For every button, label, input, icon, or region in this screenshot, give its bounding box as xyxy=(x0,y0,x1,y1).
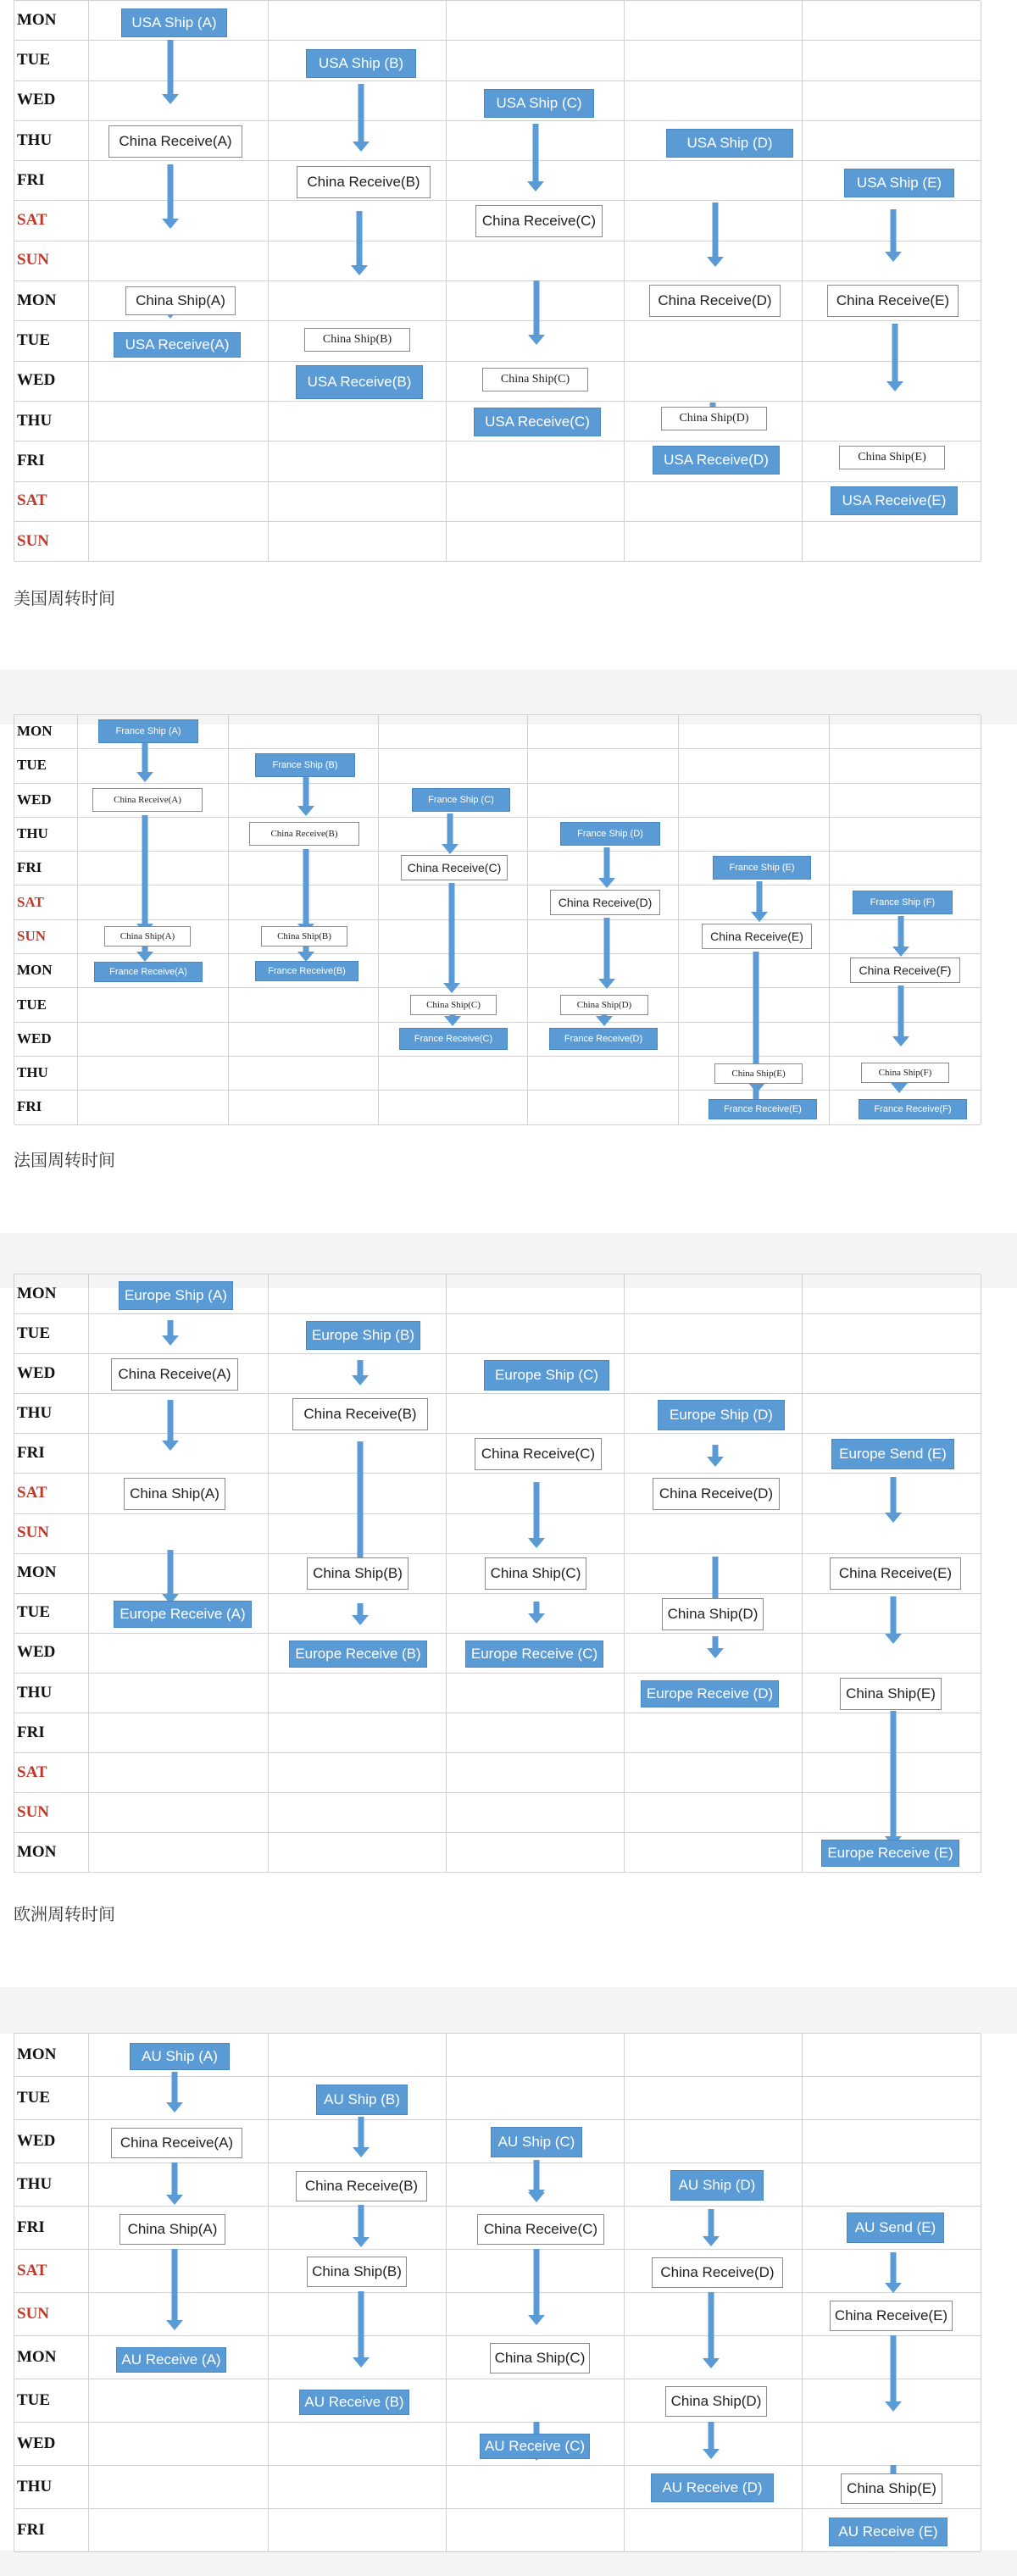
day-label: TUE xyxy=(17,331,51,350)
down-arrow-icon xyxy=(350,211,369,275)
receive-step-box: China Ship(B) xyxy=(304,328,410,352)
receive-step-box: China Receive(D) xyxy=(652,2257,783,2288)
receive-step-box: China Ship(B) xyxy=(261,926,347,947)
down-arrow-icon xyxy=(892,916,910,957)
ship-step-box: USA Ship (B) xyxy=(306,49,416,78)
table-row xyxy=(14,1674,981,1713)
receive-step-box: China Receive(D) xyxy=(653,1478,780,1510)
day-label: WED xyxy=(17,1643,56,1662)
down-arrow-icon xyxy=(884,2335,903,2412)
down-arrow-icon xyxy=(706,203,725,267)
down-arrow-icon xyxy=(527,1482,546,1548)
day-label: SAT xyxy=(17,2261,47,2279)
day-label: SAT xyxy=(17,893,44,910)
receive-step-box: China Ship(D) xyxy=(665,2386,767,2417)
ship-step-box: AU Send (E) xyxy=(847,2212,944,2243)
down-arrow-icon xyxy=(297,945,315,962)
day-label: WED xyxy=(17,791,52,808)
day-label: SUN xyxy=(17,2304,50,2323)
down-arrow-icon xyxy=(297,849,315,934)
receive-step-box: China Ship(B) xyxy=(307,1557,408,1590)
day-label: THU xyxy=(17,1064,48,1081)
down-arrow-icon xyxy=(527,280,546,345)
table-row xyxy=(14,2163,981,2207)
down-arrow-icon xyxy=(886,324,904,391)
table-row xyxy=(14,242,981,281)
receive-step-box: China Ship(A) xyxy=(104,926,191,947)
receive-step-box: China Ship(A) xyxy=(124,1478,225,1510)
ship-step-box: USA Receive(C) xyxy=(474,408,601,436)
table-row xyxy=(14,2077,981,2120)
day-label: THU xyxy=(17,2174,53,2193)
ship-step-box: AU Ship (B) xyxy=(316,2085,408,2115)
ship-step-box: France Receive(F) xyxy=(859,1099,967,1119)
ship-step-box: USA Ship (D) xyxy=(666,129,793,158)
day-label: SAT xyxy=(17,211,47,230)
ship-step-box: AU Ship (D) xyxy=(670,2170,764,2201)
receive-step-box: China Receive(D) xyxy=(550,890,660,915)
down-arrow-icon xyxy=(352,84,370,152)
ship-step-box: France Ship (E) xyxy=(713,856,811,880)
day-label: FRI xyxy=(17,1098,42,1115)
down-arrow-icon xyxy=(136,945,154,962)
ship-step-box: France Ship (B) xyxy=(255,753,355,777)
down-arrow-icon xyxy=(442,883,461,993)
day-label: FRI xyxy=(17,859,42,876)
table-row xyxy=(14,2379,981,2423)
ship-step-box: France Receive(E) xyxy=(709,1099,817,1119)
down-arrow-icon xyxy=(702,2292,720,2368)
ship-step-box: Europe Receive (C) xyxy=(465,1641,603,1668)
ship-step-box: USA Ship (C) xyxy=(484,89,594,118)
ship-step-box: AU Ship (A) xyxy=(130,2043,230,2070)
receive-step-box: China Receive(E) xyxy=(702,924,812,949)
down-arrow-icon xyxy=(526,124,545,192)
down-arrow-icon xyxy=(441,813,459,854)
table-row xyxy=(14,1713,981,1753)
schedule-grid xyxy=(14,714,981,1124)
receive-step-box: China Ship(B) xyxy=(307,2257,407,2287)
table-row xyxy=(14,818,981,852)
receive-step-box: China Ship(E) xyxy=(839,446,945,469)
table-row xyxy=(14,2250,981,2293)
receive-step-box: China Ship(F) xyxy=(861,1063,949,1083)
ship-step-box: USA Receive(E) xyxy=(831,486,958,515)
table-row xyxy=(14,161,981,201)
receive-step-box: China Receive(C) xyxy=(475,205,603,237)
ship-step-box: Europe Send (E) xyxy=(831,1439,954,1469)
france-schedule xyxy=(14,714,981,1124)
day-label: MON xyxy=(17,1842,57,1861)
receive-step-box: China Receive(E) xyxy=(830,2301,953,2331)
down-arrow-icon xyxy=(352,2291,370,2368)
day-label: FRI xyxy=(17,1443,45,1462)
day-label: TUE xyxy=(17,1603,51,1622)
down-arrow-icon xyxy=(706,1636,725,1658)
down-arrow-icon xyxy=(884,1711,903,1846)
table-row xyxy=(14,1394,981,1434)
receive-step-box: China Receive(A) xyxy=(111,1358,238,1391)
ship-step-box: AU Receive (D) xyxy=(651,2473,774,2502)
table-row xyxy=(14,1314,981,1354)
day-label: TUE xyxy=(17,757,47,774)
receive-step-box: China Ship(E) xyxy=(841,2473,942,2504)
down-arrow-icon xyxy=(136,743,154,782)
ship-step-box: France Ship (C) xyxy=(412,788,510,812)
receive-step-box: China Receive(A) xyxy=(108,125,242,158)
day-label: WED xyxy=(17,2131,56,2150)
receive-step-box: China Receive(C) xyxy=(401,855,508,880)
down-arrow-icon xyxy=(165,2072,184,2112)
down-arrow-icon xyxy=(884,1477,903,1523)
ship-step-box: AU Receive (E) xyxy=(829,2518,948,2546)
ship-step-box: USA Receive(B) xyxy=(296,365,423,399)
receive-step-box: China Ship(A) xyxy=(119,2214,225,2245)
ship-step-box: USA Ship (A) xyxy=(121,8,227,37)
down-arrow-icon xyxy=(351,1360,370,1385)
day-label: TUE xyxy=(17,50,51,69)
ship-step-box: USA Receive(D) xyxy=(653,446,780,475)
table-row xyxy=(14,1793,981,1833)
ship-step-box: France Ship (A) xyxy=(98,719,198,743)
day-label: SAT xyxy=(17,491,47,510)
receive-step-box: China Receive(E) xyxy=(830,1557,961,1590)
receive-step-box: China Ship(A) xyxy=(125,286,236,315)
receive-step-box: China Receive(C) xyxy=(477,2214,604,2245)
receive-step-box: China Receive(F) xyxy=(850,958,960,983)
day-label: WED xyxy=(17,1363,56,1382)
day-label: MON xyxy=(17,10,57,29)
table-row xyxy=(14,441,981,481)
ship-step-box: France Receive(D) xyxy=(549,1028,658,1050)
au-schedule xyxy=(14,2033,981,2551)
day-label: SUN xyxy=(17,1524,50,1542)
down-arrow-icon xyxy=(161,40,180,104)
ship-step-box: Europe Receive (E) xyxy=(821,1840,959,1867)
down-arrow-icon xyxy=(527,2249,546,2325)
receive-step-box: China Receive(B) xyxy=(249,822,359,846)
receive-step-box: China Receive(A) xyxy=(92,788,203,812)
day-label: FRI xyxy=(17,1723,45,1741)
down-arrow-icon xyxy=(161,1550,180,1604)
table-row xyxy=(14,41,981,80)
receive-step-box: China Receive(B) xyxy=(296,2171,427,2201)
down-arrow-icon xyxy=(750,881,769,922)
table-row xyxy=(14,2466,981,2509)
day-label: WED xyxy=(17,371,56,390)
ship-step-box: France Ship (D) xyxy=(560,822,660,846)
schedule-grid xyxy=(14,2033,981,2551)
day-label: FRI xyxy=(17,170,45,189)
schedule-grid xyxy=(14,0,981,561)
day-label: FRI xyxy=(17,2520,45,2539)
table-row xyxy=(14,522,981,562)
down-arrow-icon xyxy=(597,918,616,989)
day-label: MON xyxy=(17,2045,57,2063)
down-arrow-icon xyxy=(352,2205,370,2247)
receive-step-box: China Receive(D) xyxy=(649,285,781,317)
ship-step-box: France Ship (F) xyxy=(853,891,953,914)
down-arrow-icon xyxy=(706,1445,725,1467)
table-row xyxy=(14,886,981,920)
ship-step-box: Europe Ship (C) xyxy=(484,1360,609,1391)
ship-step-box: France Receive(C) xyxy=(399,1028,508,1050)
section-separator xyxy=(0,1987,1017,2034)
day-label: SUN xyxy=(17,531,50,550)
down-arrow-icon xyxy=(136,815,154,934)
ship-step-box: Europe Ship (B) xyxy=(306,1321,420,1350)
day-label: WED xyxy=(17,2434,56,2452)
receive-step-box: China Ship(D) xyxy=(560,995,648,1015)
table-row xyxy=(14,988,981,1022)
down-arrow-icon xyxy=(892,985,910,1046)
day-label: SAT xyxy=(17,1763,47,1781)
ship-step-box: Europe Receive (B) xyxy=(289,1641,427,1668)
down-arrow-icon xyxy=(165,2162,184,2205)
day-label: THU xyxy=(17,130,53,149)
ship-step-box: AU Receive (B) xyxy=(299,2390,409,2415)
receive-step-box: China Receive(E) xyxy=(827,285,959,317)
day-label: SAT xyxy=(17,1484,47,1502)
day-label: MON xyxy=(17,1284,57,1302)
usa-schedule xyxy=(14,0,981,561)
europe-caption: 欧洲周转时间 xyxy=(14,1904,115,1924)
down-arrow-icon xyxy=(165,2249,184,2330)
down-arrow-icon xyxy=(297,777,315,816)
ship-step-box: USA Ship (E) xyxy=(844,169,954,197)
day-label: WED xyxy=(17,1030,52,1046)
section-separator xyxy=(0,2551,1017,2576)
down-arrow-icon xyxy=(884,1596,903,1644)
down-arrow-icon xyxy=(527,1602,546,1624)
receive-step-box: China Receive(C) xyxy=(475,1438,602,1470)
day-label: MON xyxy=(17,291,57,309)
day-label: THU xyxy=(17,2477,53,2496)
receive-step-box: China Ship(E) xyxy=(840,1678,942,1710)
ship-step-box: AU Receive (C) xyxy=(480,2434,590,2459)
ship-step-box: France Receive(A) xyxy=(94,962,203,982)
down-arrow-icon xyxy=(884,2252,903,2293)
day-label: MON xyxy=(17,962,53,979)
down-arrow-icon xyxy=(161,1320,180,1346)
down-arrow-icon xyxy=(884,209,903,262)
day-label: TUE xyxy=(17,1324,51,1342)
ship-step-box: France Receive(B) xyxy=(255,961,358,981)
table-row xyxy=(14,1057,981,1091)
receive-step-box: China Ship(C) xyxy=(410,995,497,1015)
day-label: SUN xyxy=(17,927,47,944)
day-label: WED xyxy=(17,91,56,109)
table-row xyxy=(14,1091,981,1124)
day-label: THU xyxy=(17,825,48,842)
ship-step-box: Europe Receive (D) xyxy=(641,1680,779,1707)
ship-step-box: AU Ship (C) xyxy=(491,2127,582,2157)
day-label: TUE xyxy=(17,2088,51,2107)
day-label: FRI xyxy=(17,2218,45,2236)
down-arrow-icon xyxy=(351,1603,370,1625)
down-arrow-icon xyxy=(161,164,180,229)
receive-step-box: China Receive(A) xyxy=(111,2128,242,2158)
day-label: TUE xyxy=(17,996,47,1013)
receive-step-box: China Ship(C) xyxy=(482,368,588,391)
day-label: THU xyxy=(17,411,53,430)
down-arrow-icon xyxy=(702,2422,720,2459)
day-label: SUN xyxy=(17,1802,50,1821)
table-row xyxy=(14,1514,981,1554)
down-arrow-icon xyxy=(597,847,616,888)
receive-step-box: China Receive(B) xyxy=(297,166,431,198)
ship-step-box: USA Receive(A) xyxy=(114,332,241,358)
down-arrow-icon xyxy=(161,1400,180,1451)
receive-step-box: China Ship(E) xyxy=(714,1063,803,1084)
ship-step-box: AU Receive (A) xyxy=(116,2347,226,2373)
receive-step-box: China Ship(C) xyxy=(485,1557,586,1590)
table-row xyxy=(14,1753,981,1793)
day-label: THU xyxy=(17,1683,53,1702)
day-label: SUN xyxy=(17,251,50,269)
day-label: FRI xyxy=(17,451,45,469)
day-label: MON xyxy=(17,2347,57,2366)
day-label: TUE xyxy=(17,2390,51,2409)
usa-caption: 美国周转时间 xyxy=(14,588,115,608)
down-arrow-icon xyxy=(352,2117,370,2157)
down-arrow-icon xyxy=(527,2162,546,2200)
ship-step-box: Europe Ship (A) xyxy=(119,1281,233,1310)
receive-step-box: China Ship(D) xyxy=(661,407,767,430)
receive-step-box: China Ship(D) xyxy=(662,1598,764,1630)
table-row xyxy=(14,749,981,783)
france-caption: 法国周转时间 xyxy=(14,1150,115,1170)
day-label: MON xyxy=(17,1563,57,1582)
ship-step-box: Europe Ship (D) xyxy=(658,1400,785,1430)
europe-schedule xyxy=(14,1274,981,1873)
day-label: THU xyxy=(17,1403,53,1422)
day-label: MON xyxy=(17,723,53,740)
ship-step-box: Europe Receive (A) xyxy=(114,1601,252,1628)
receive-step-box: China Ship(C) xyxy=(490,2343,590,2373)
down-arrow-icon xyxy=(702,2209,720,2246)
receive-step-box: China Receive(B) xyxy=(292,1398,428,1430)
